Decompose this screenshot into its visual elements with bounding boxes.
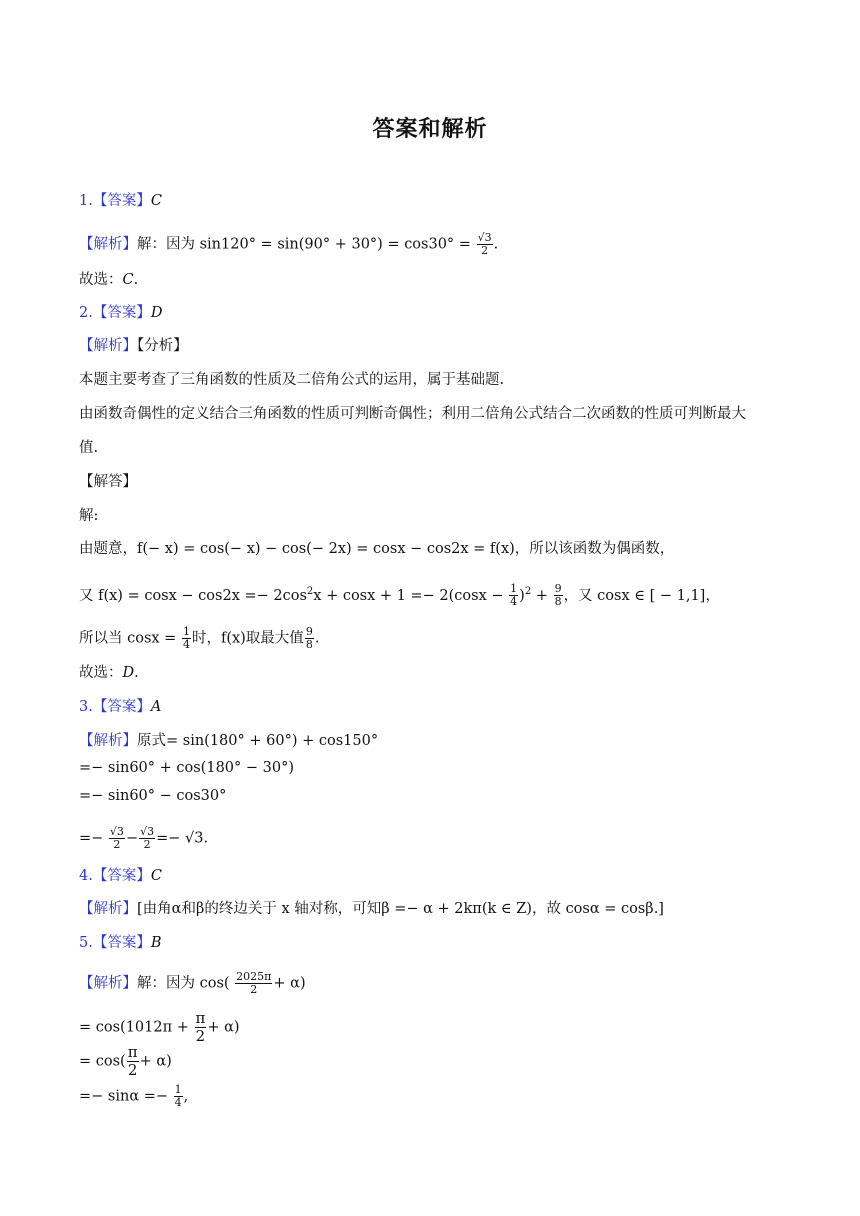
q5-answer-value: B: [150, 935, 162, 951]
q3-line-4: =− $\frac{√3}{2}$ − $\frac{√3}{2}$ =− √3.: [79, 825, 209, 851]
q5-answer-line: [79, 933, 162, 953]
q5-line-4: =− sinα =− $\frac{1}{4}$ ,: [79, 1083, 189, 1109]
q2-paragraph-1: 本题主要考查了三角函数的性质及二倍角公式的运用，属于基础题.: [79, 372, 505, 388]
q4-analysis-line: 【解析】[由角α和β的终边关于 x 轴对称，可知β =− α + 2kπ(k ∈ Z)，故 cosα = cosβ.]: [79, 901, 664, 917]
q5-answer-label: 5.【答案】: [79, 935, 151, 951]
page-title: 答案和解析: [372, 117, 488, 142]
q2-analysis-tags: 【解析】【分析】: [79, 338, 188, 354]
q2-line-1: 由题意，f(− x) = cos(− x) − cos(− 2x) = cosx − cos2x = f(x)，所以该函数为偶函数，: [79, 541, 675, 557]
q2-fraction-nine-eighths: $\frac{9}{8}$: [554, 582, 562, 609]
q1-answer-value: C: [150, 193, 162, 209]
q3-analysis-line: 【解析】原式= sin(180° + 60°) + cos150°: [79, 733, 379, 749]
q2-paragraph-2b: 值.: [79, 440, 99, 456]
q2-choose-line: 故选：D.: [79, 665, 139, 681]
q1-choose-line: 故选：C.: [79, 272, 139, 288]
q3-answer-line: [79, 697, 161, 717]
q2-solve-tag: 【解答】: [79, 474, 137, 490]
q3-line-2: =− sin60° + cos(180° − 30°): [79, 760, 294, 776]
q3-answer-label: 3.【答案】: [79, 699, 151, 715]
q5-line-1: 【解析】解：因为 cos( $\frac{2025\pi}{2}$ + α): [79, 970, 306, 996]
q1-analysis-tag: 【解析】: [79, 236, 137, 253]
q1-fraction: $\frac{√3}{2}$: [477, 231, 492, 257]
q1-answer-label: 1.【答案】: [79, 193, 151, 209]
q2-line-2: 又 $f(x) = \cos x - \cos 2x =- 2\cos^2x + \cos x + 1 =- 2(\cos x$ − $\frac{1}{4}$ )$^2$ + $\frac{9}{8}$ ，又 cosx ∈ [ − 1,1]，: [79, 582, 720, 609]
q4-answer-line: [79, 866, 162, 886]
q4-answer-label: 4.【答案】: [79, 868, 151, 884]
q2-answer-line: [79, 303, 162, 323]
q1-analysis-text: 解：因为 sin120° = sin(90° + 30°) = cos30° =: [137, 236, 471, 253]
q2-paragraph-2a: 由函数奇偶性的定义结合三角函数的性质可判断奇偶性；利用二倍角公式结合二次函数的性质可判断最大: [79, 406, 746, 422]
q5-line-3: = cos( $\frac{\pi}{2}$ + α): [79, 1043, 172, 1079]
q3-answer-value: A: [150, 699, 162, 715]
q2-line-3: 所以当 cosx = $\frac{1}{4}$ 时，f(x)取最大值 $\frac{9}{8}$ .: [79, 625, 320, 651]
q4-answer-value: C: [150, 868, 162, 884]
q1-analysis-line: 【解析】解：因为 sin120° = sin(90° + 30°) = cos30° = $\frac{√3}{2}$ .: [79, 231, 499, 257]
q1-answer-line: [79, 191, 162, 211]
q2-fraction-quarter: $\frac{1}{4}$: [510, 582, 518, 609]
q5-line-2: = cos(1012π + $\frac{\pi}{2}$ + α): [79, 1009, 240, 1045]
q2-answer-value: D: [150, 305, 163, 321]
q2-jie: 解:: [79, 508, 99, 524]
q2-answer-label: 2.【答案】: [79, 305, 151, 321]
q3-line-3: =− sin60° − cos30°: [79, 788, 227, 804]
